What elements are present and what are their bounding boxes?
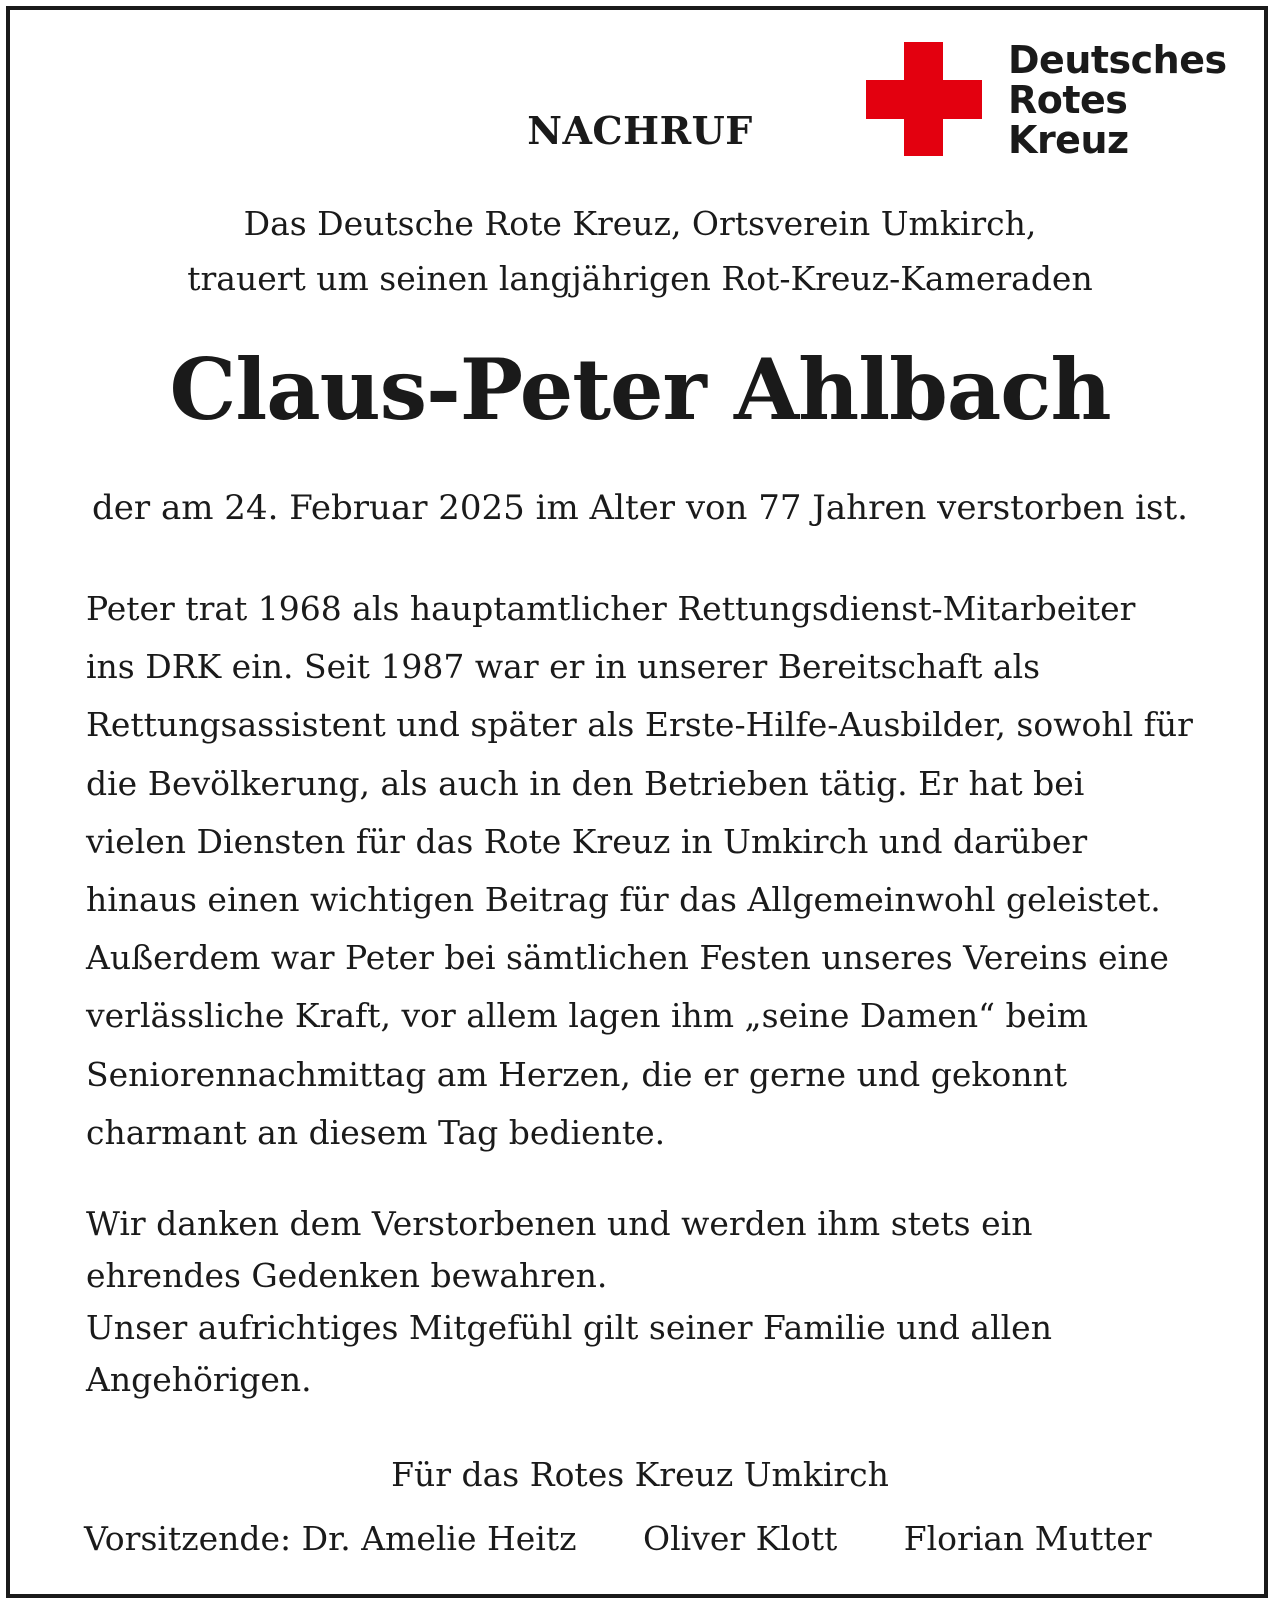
biography-line: Rettungsassistent und später als Erste-Hilfe-Ausbilder, sowohl für xyxy=(86,705,1193,745)
biography-line: vielen Diensten für das Rote Kreuz in Umkirch und darüber xyxy=(86,821,1088,861)
death-line: der am 24. Februar 2025 im Alter von 77 Jahren verstorben ist. xyxy=(92,488,1188,528)
deceased-name: Claus-Peter Ahlbach xyxy=(169,340,1111,439)
biography-line: Peter trat 1968 als hauptamtlicher Rettungsdienst-Mitarbeiter xyxy=(86,589,1136,628)
logo-wordmark xyxy=(1008,40,1227,160)
signers-row xyxy=(84,1514,1214,1564)
red-cross-icon xyxy=(866,42,982,156)
intro-line-1: Das Deutsche Rote Kreuz, Ortsverein Umkirch, xyxy=(243,204,1037,243)
obituary-heading: NACHRUF xyxy=(527,108,753,153)
closing-line: ehrendes Gedenken bewahren. xyxy=(86,1256,608,1295)
signature-title: Für das Rotes Kreuz Umkirch xyxy=(391,1455,889,1494)
biography-line: Außerdem war Peter bei sämtlichen Festen unseres Vereins eine xyxy=(86,938,1169,978)
signer-2: Oliver Klott xyxy=(643,1519,838,1558)
closing-line: Angehörigen. xyxy=(86,1360,312,1399)
biography-line: charmant an diesem Tag bediente. xyxy=(86,1112,666,1152)
intro-text xyxy=(20,196,1260,306)
logo-line-3: Kreuz xyxy=(1008,118,1129,162)
closing-line: Unser aufrichtiges Mitgefühl gilt seiner Familie und allen xyxy=(86,1308,1052,1347)
logo-line-2: Rotes xyxy=(1008,78,1128,122)
closing-line: Wir danken dem Verstorbenen und werden ihm stets ein xyxy=(86,1204,1033,1243)
intro-line-2: trauert um seinen langjährigen Rot-Kreuz-Kameraden xyxy=(187,259,1093,298)
closing-paragraph xyxy=(86,1198,1216,1406)
biography-line: ins DRK ein. Seit 1987 war er in unserer Bereitschaft als xyxy=(86,647,1041,687)
biography-line: verlässliche Kraft, vor allem lagen ihm „seine Damen“ beim xyxy=(86,996,1089,1036)
biography-paragraph xyxy=(86,580,1216,1162)
biography-line: hinaus einen wichtigen Beitrag für das Allgemeinwohl geleistet. xyxy=(86,880,1161,920)
logo-line-1: Deutsches xyxy=(1008,38,1227,82)
biography-line: die Bevölkerung, als auch in den Betrieben tätig. Er hat bei xyxy=(86,763,1085,803)
signer-1: Vorsitzende: Dr. Amelie Heitz xyxy=(84,1519,577,1558)
signer-3: Florian Mutter xyxy=(903,1519,1152,1558)
biography-line: Seniorennachmittag am Herzen, die er gerne und gekonnt xyxy=(86,1054,1067,1094)
drk-logo xyxy=(866,38,1246,162)
